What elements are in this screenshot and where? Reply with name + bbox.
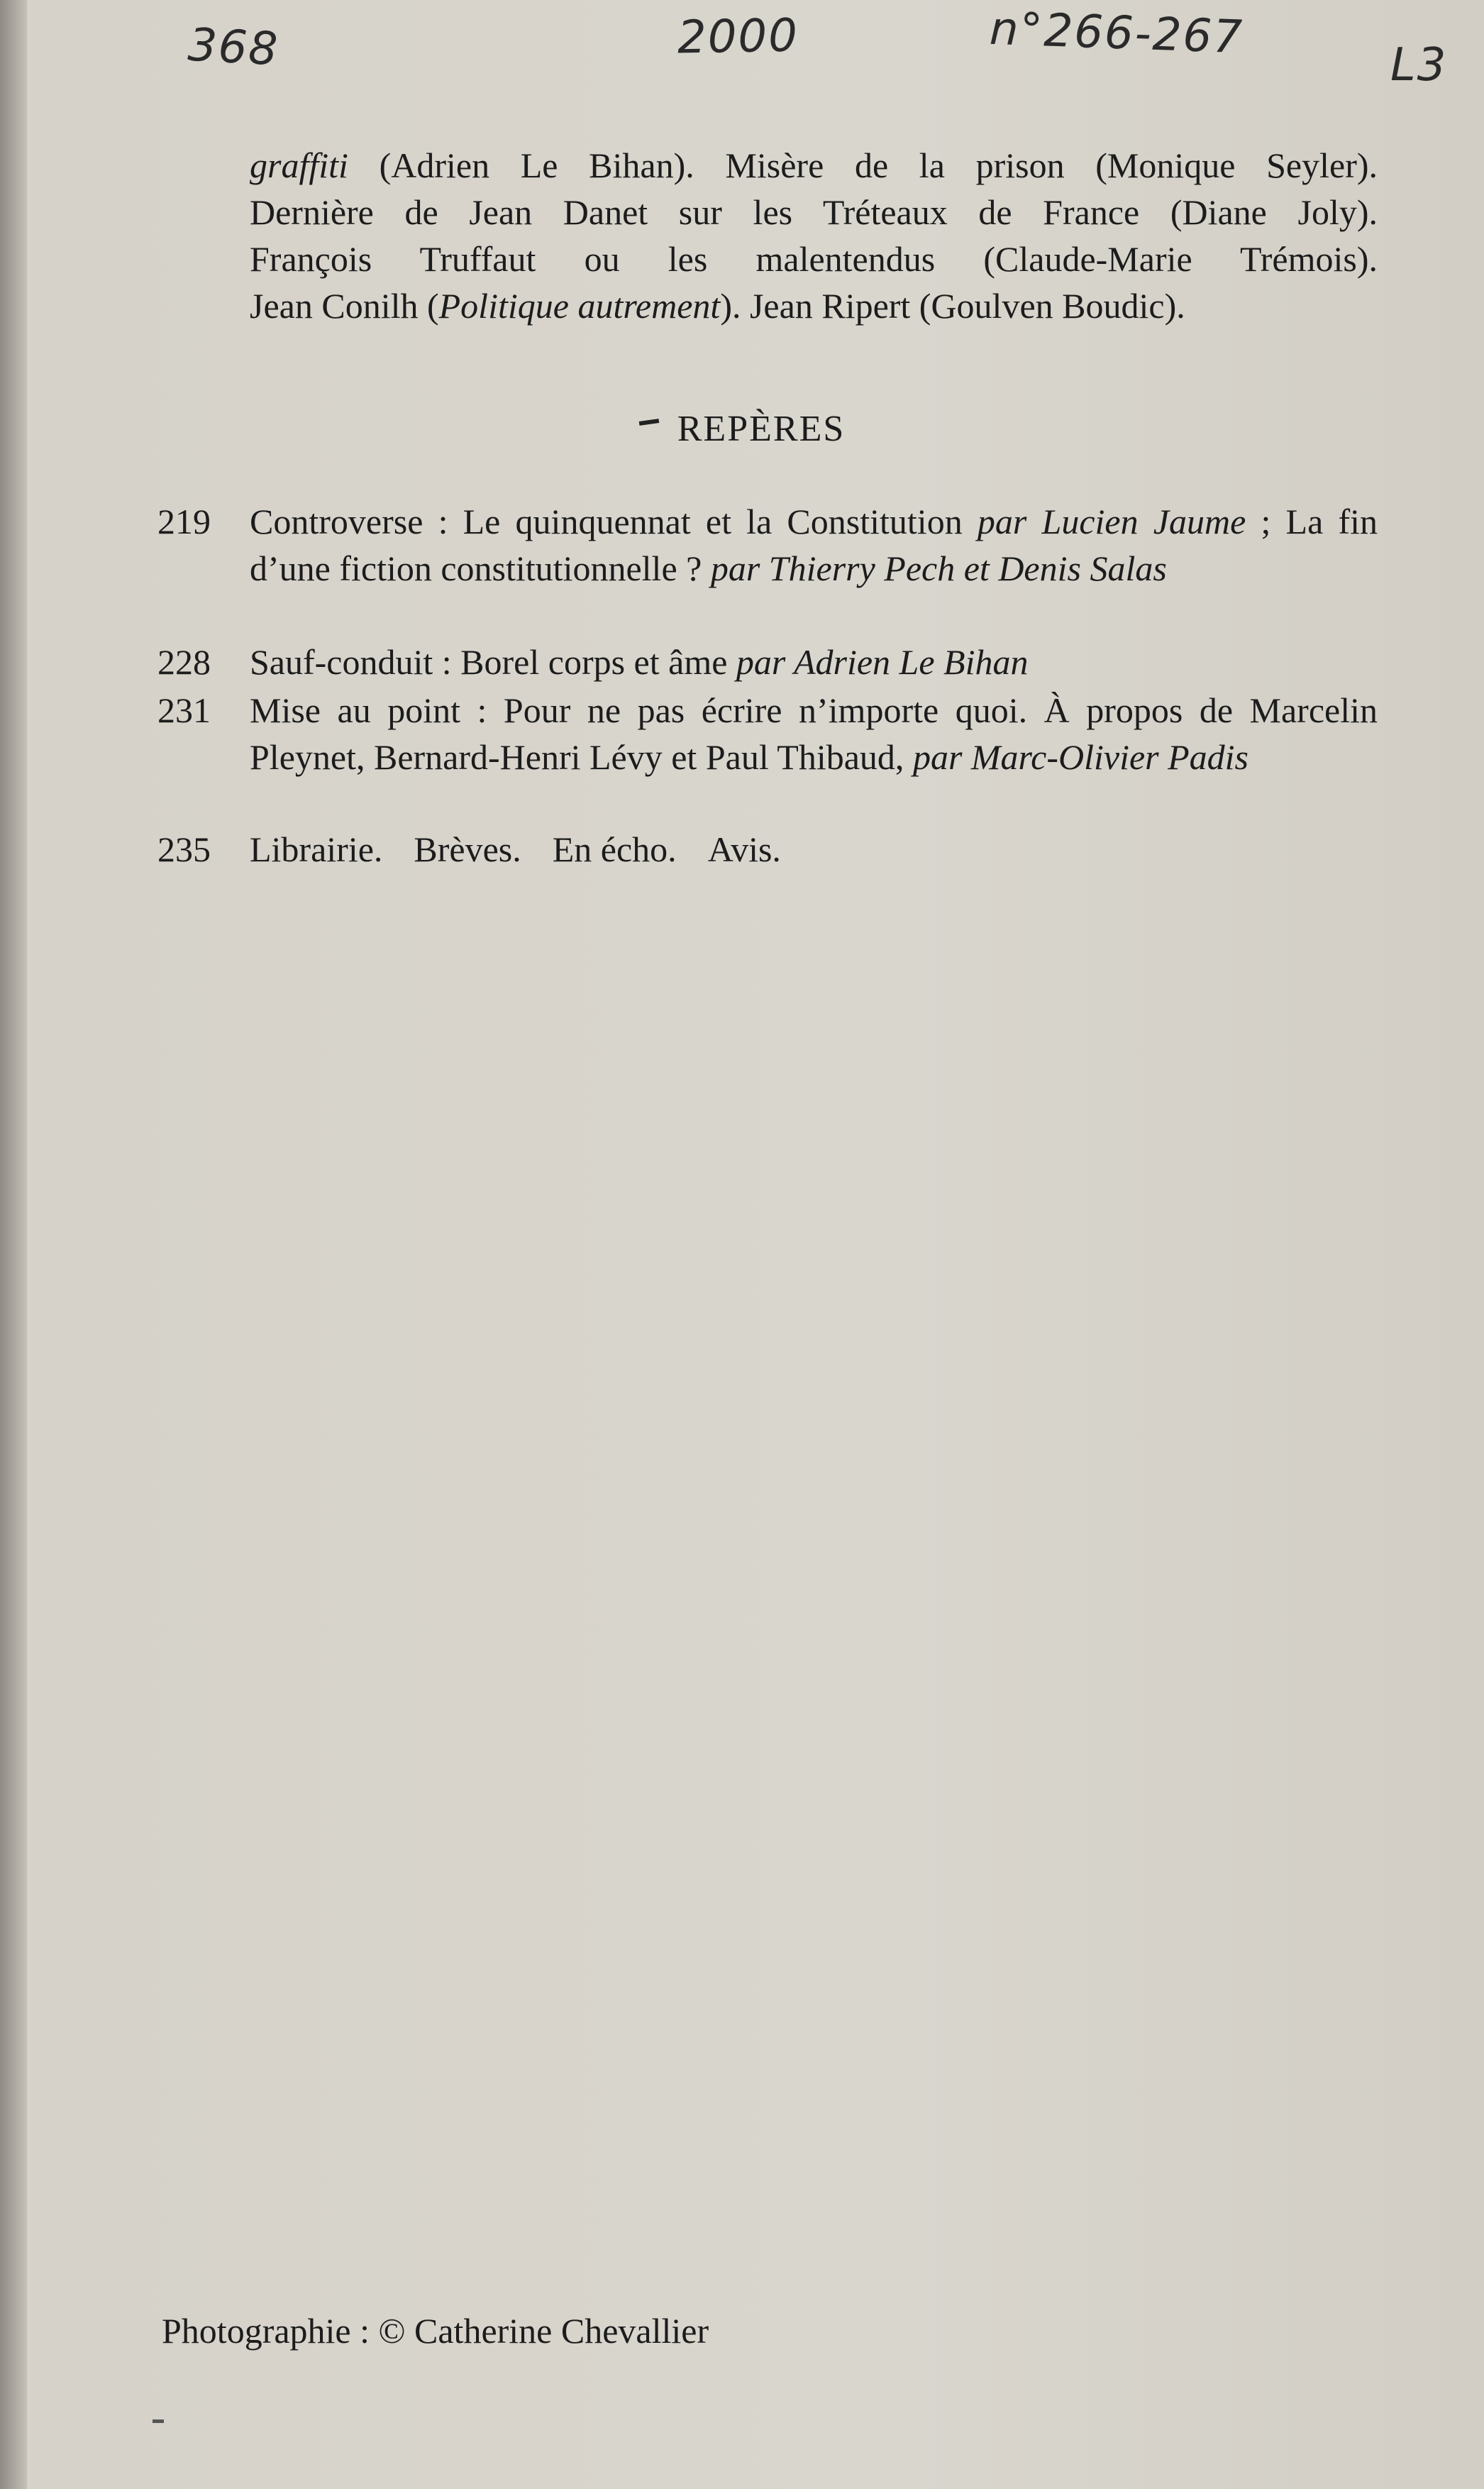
intro-paragraph (250, 142, 1378, 329)
toc-entry (157, 498, 1378, 592)
toc-entry-author: par Adrien Le Bihan (736, 642, 1029, 682)
toc-entry-text (250, 498, 1378, 592)
toc-entry-title: Sauf-conduit : Borel corps et âme (250, 642, 736, 682)
heading-mark-icon (638, 419, 659, 426)
toc-page-number: 235 (157, 829, 211, 869)
toc-page-number: 231 (157, 690, 211, 730)
handwritten-year: 2000 (677, 9, 799, 65)
toc-item: Brèves. (414, 829, 521, 869)
handwritten-issue: n°266-267 (988, 2, 1245, 65)
toc-entry (157, 687, 1378, 780)
toc-page-number: 219 (157, 502, 211, 541)
toc-entry-author: par Marc-Olivier Padis (912, 737, 1249, 777)
section-heading-text: REPÈRES (677, 409, 846, 449)
intro-line: Jean Conilh (Politique autrement). Jean Ripert (Goulven Boudic). (250, 286, 1185, 326)
toc-entry-author: par Lucien Jaume (977, 502, 1246, 541)
toc-entry-title: Mise au point : Pour ne pas écrire n’importe quoi. À propos de Marcelin Pleynet, Bernard-Henri Lévy et Paul Thibaud, (250, 690, 1378, 777)
handwritten-note-right: L3 (1390, 39, 1448, 92)
intro-line: Dernière de Jean Danet sur les Tréteaux de France (Diane Joly). (250, 192, 1378, 232)
ink-smudge (153, 2419, 164, 2423)
photo-credit: Photographie : © Catherine Chevallier (162, 2311, 709, 2351)
toc-entry (157, 826, 1378, 873)
intro-line: graffiti (Adrien Le Bihan). Misère de la prison (Monique Seyler). (250, 145, 1378, 185)
toc-entry (157, 639, 1378, 685)
section-heading (0, 408, 1484, 450)
toc-entry-title: Controverse : Le quinquennat et la Constitution (250, 502, 978, 541)
toc-entry-author: par Thierry Pech et Denis Salas (710, 548, 1167, 588)
page-edge (0, 0, 27, 2489)
toc-item: Librairie. (250, 829, 383, 869)
toc-entry-text (250, 639, 1378, 685)
toc-page-number: 228 (157, 642, 211, 682)
handwritten-note-left: 368 (187, 18, 281, 77)
toc-entry-text (250, 687, 1378, 780)
toc-entry-text (250, 826, 1378, 873)
toc-entry-title: ; La fin d’une fiction constitutionnelle ? (250, 502, 1378, 588)
intro-line: François Truffaut ou les malentendus (Claude-Marie Trémois). (250, 239, 1378, 279)
toc-item: Avis. (707, 829, 781, 869)
toc-item: En écho. (552, 829, 677, 869)
